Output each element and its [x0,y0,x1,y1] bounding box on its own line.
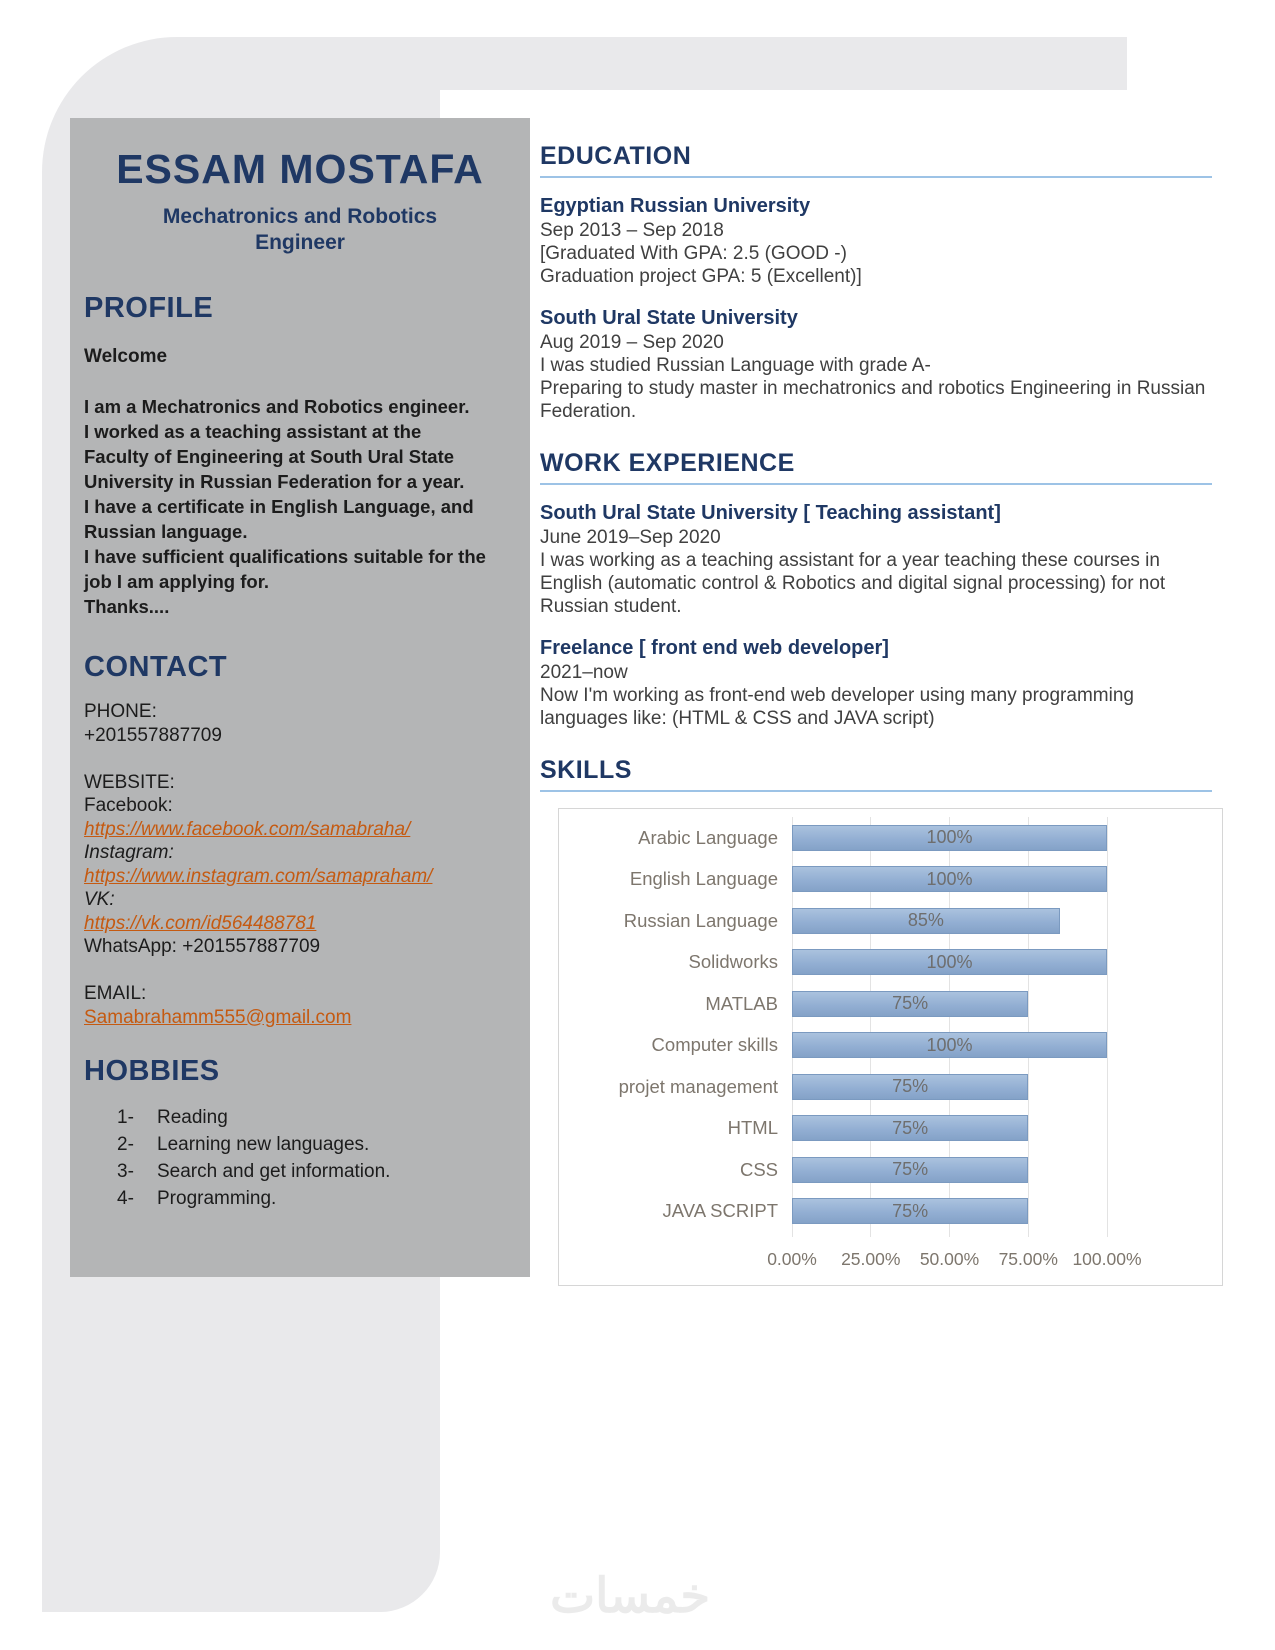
chart-row [559,983,1222,1025]
chart-category-label: Russian Language [623,909,778,931]
chart-bar [792,1032,1107,1058]
chart-row [559,1108,1222,1150]
education-entry-line: I was studied Russian Language with grade A- [540,355,931,376]
chart-bar-track [792,817,1107,859]
chart-bar-value-label: 75% [892,1200,929,1221]
chart-bar-value-label: 75% [892,1159,929,1180]
chart-bar-value-label: 100% [926,868,973,889]
hobby-text: Learning new languages. [157,1134,370,1155]
chart-axis-tick: 75.00% [998,1249,1058,1269]
chart-bar [792,1198,1028,1224]
email-label: EMAIL: [84,983,147,1004]
profile-heading: PROFILE [84,292,214,324]
skills-bar-chart [558,808,1223,1286]
chart-row [559,859,1222,901]
chart-category-label: HTML [727,1117,778,1139]
hobby-number: 1- [117,1107,134,1128]
profile-line: University in Russian Federation for a year. [84,471,465,492]
chart-bar-track [792,1149,1107,1191]
chart-category-label: Computer skills [651,1034,778,1056]
work-entry-line: June 2019–Sep 2020 [540,527,721,548]
hobby-text: Programming. [157,1188,277,1209]
instagram-label: Instagram: [84,842,174,863]
chart-bar-track [792,1108,1107,1150]
job-title-line2: Engineer [255,231,345,254]
profile-welcome: Welcome [84,346,168,367]
profile-line: I worked as a teaching assistant at the [84,421,422,442]
work-heading: WORK EXPERIENCE [540,449,1212,485]
hobby-number: 3- [117,1161,134,1182]
hobby-number: 2- [117,1134,134,1155]
chart-bar [792,1115,1028,1141]
chart-category-label: JAVA SCRIPT [662,1200,778,1222]
chart-bar-value-label: 85% [907,910,944,931]
education-entry-line: Sep 2013 – Sep 2018 [540,220,724,241]
work-entry-title: Freelance [ front end web developer] [540,637,889,659]
chart-rows [559,817,1222,1232]
chart-row [559,900,1222,942]
hobby-item [84,1185,516,1212]
spacer [84,747,516,771]
chart-bar-value-label: 75% [892,1117,929,1138]
chart-row [559,1066,1222,1108]
profile-line: job I am applying for. [84,571,270,592]
website-label: WEBSITE: [84,771,175,793]
education-entry-line: Aug 2019 – Sep 2020 [540,332,724,353]
work-entry-line: Now I'm working as front-end web developer using many programming languages like: (HTML & CSS and JAVA script) [540,685,1134,729]
chart-row [559,817,1222,859]
education-entry-title: South Ural State University [540,307,798,329]
chart-category-label: CSS [739,1158,778,1180]
education-entry [540,306,1212,423]
work-entry [540,501,1212,618]
chart-bar-track [792,1191,1107,1233]
chart-bar [792,991,1028,1017]
contact-heading: CONTACT [84,651,228,683]
chart-bar-value-label: 100% [926,1034,973,1055]
hobbies-heading: HOBBIES [84,1055,220,1087]
education-entry-title: Egyptian Russian University [540,195,811,217]
facebook-link[interactable]: https://www.facebook.com/samabraha/ [84,818,411,840]
name-title: ESSAM MOSTAFA [116,146,484,192]
chart-bar [792,1157,1028,1183]
education-entry-line: Graduation project GPA: 5 (Excellent)] [540,266,862,287]
chart-bar-track [792,859,1107,901]
profile-line: Russian language. [84,521,248,542]
chart-row [559,1149,1222,1191]
chart-bar-track [792,983,1107,1025]
chart-category-label: MATLAB [705,992,778,1014]
profile-line: I have a certificate in English Language, and [84,496,474,517]
contact-block [84,700,516,1029]
chart-category-label: Solidworks [688,951,778,973]
job-title [84,204,516,256]
hobby-item [84,1158,516,1185]
chart-category-label: English Language [629,868,778,890]
chart-axis-tick: 100.00% [1072,1249,1142,1269]
education-entry [540,194,1212,288]
chart-category-label: Arabic Language [638,826,778,848]
hobbies-list [84,1104,516,1212]
chart-bar-value-label: 100% [926,951,973,972]
skills-heading: SKILLS [540,756,1212,792]
sidebar [70,118,530,1277]
spacer [84,959,516,983]
email-link[interactable]: Samabrahamm555@gmail.com [84,1006,352,1028]
work-entry-line: I was working as a teaching assistant for a year teaching these courses in English (automatic control & Robotics and digital signal processing) for not Russian student. [540,550,1166,617]
education-entry-line: Preparing to study master in mechatronics and robotics Engineering in Russian Federation. [540,378,1206,422]
job-title-line1: Mechatronics and Robotics [162,205,438,228]
hobby-text: Reading [157,1107,228,1128]
hobby-text: Search and get information. [157,1161,391,1182]
chart-bar [792,908,1060,934]
facebook-label: Facebook: [84,795,173,816]
hobby-item [84,1104,516,1131]
chart-bar-track [792,1025,1107,1067]
vk-link[interactable]: https://vk.com/id564488781 [84,912,317,934]
chart-x-axis [767,1249,1142,1271]
profile-line: Faculty of Engineering at South Ural State [84,446,455,467]
profile-line: I am a Mechatronics and Robotics engineer. [84,396,470,417]
education-entries [540,194,1212,423]
chart-bar-value-label: 100% [926,827,973,848]
phone-value: +201557887709 [84,724,222,746]
chart-bar [792,866,1107,892]
chart-row [559,1025,1222,1067]
chart-row [559,942,1222,984]
chart-category-label: projet management [618,1075,778,1097]
work-entry-title: South Ural State University [ Teaching assistant] [540,502,1001,524]
profile-line: Thanks.... [84,596,170,617]
chart-bar [792,949,1107,975]
chart-bar-value-label: 75% [892,993,929,1014]
work-entry-line: 2021–now [540,662,628,683]
chart-axis-tick: 25.00% [841,1249,901,1269]
chart-axis-tick: 50.00% [919,1249,980,1269]
hobby-number: 4- [117,1188,134,1209]
hobby-item [84,1131,516,1158]
chart-bar-track [792,942,1107,984]
whatsapp-value: WhatsApp: +201557887709 [84,936,321,957]
phone-label: PHONE: [84,701,157,722]
education-entry-line: [Graduated With GPA: 2.5 (GOOD -) [540,243,847,264]
chart-bar [792,825,1107,851]
profile-line: I have sufficient qualifications suitable for the [84,546,486,567]
chart-bar-value-label: 75% [892,1076,929,1097]
chart-row [559,1191,1222,1233]
vk-label: VK: [84,889,115,910]
chart-bar-track [792,1066,1107,1108]
instagram-link[interactable]: https://www.instagram.com/samapraham/ [84,865,433,887]
education-heading: EDUCATION [540,142,1212,178]
main-column [540,142,1212,1286]
chart-bar-track [792,900,1107,942]
profile-text [84,394,516,619]
work-entry [540,636,1212,730]
work-entries [540,501,1212,730]
chart-bar [792,1074,1028,1100]
chart-axis-tick: 0.00% [767,1249,817,1269]
khamsat-watermark: خمسات [549,1570,711,1623]
